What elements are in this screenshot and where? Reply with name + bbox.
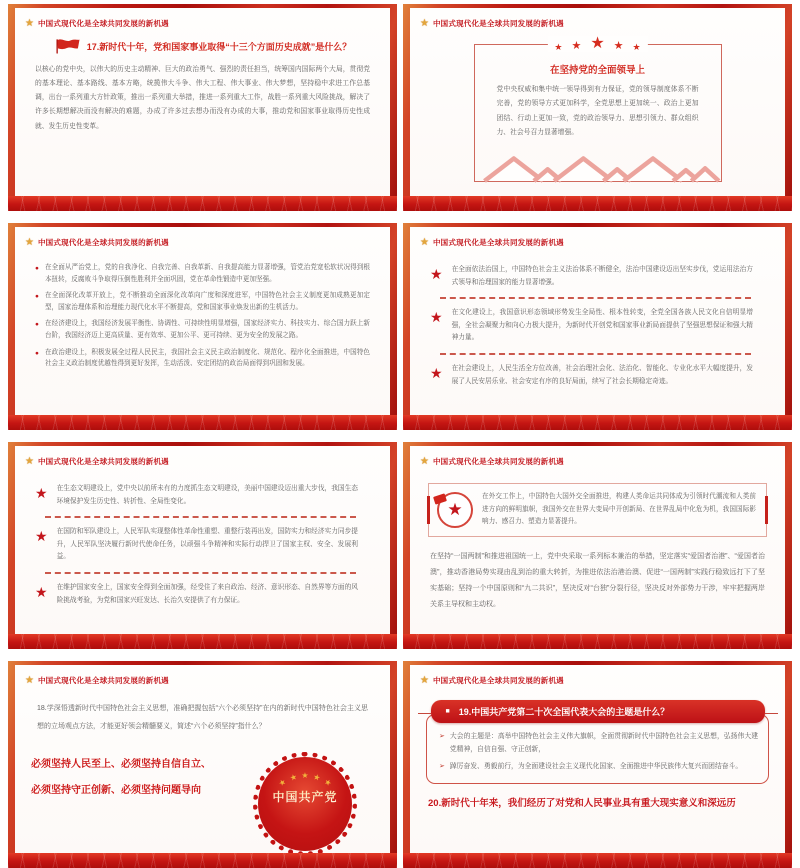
list-item-text: 在全面依法治国上，中国特色社会主义法治体系不断健全，法治中国建设迈出坚实步伐，党运用法治方式领导和治理国家的能力显著增强。 xyxy=(451,266,753,286)
list-item xyxy=(35,290,370,313)
list-item xyxy=(439,730,758,757)
slide-header-title: 中国式现代化是全球共同发展的新机遇 xyxy=(37,238,169,247)
list-item xyxy=(430,307,753,345)
arrow-bullet-icon: ➢ xyxy=(439,762,445,770)
mountains-decoration-icon xyxy=(479,154,717,181)
list-item xyxy=(35,526,358,564)
list-item-text: 在政治建设上，积极发展全过程人民民主，我国社会主义民主政治制度化、规范化、程序化全面推进，中国特色社会主义政治制度优越性得到更好发挥，生动活泼、安定团结的政治局面得到巩固和发展。 xyxy=(44,348,370,368)
slide-achievements-2-thumbnail[interactable] xyxy=(403,223,792,430)
content-box xyxy=(474,35,722,182)
content-box xyxy=(428,483,767,537)
star-icon: ★ xyxy=(25,236,34,248)
next-question-text: 20.新时代十年来，我们经历了对党和人民事业具有重大现实意义和深远历 xyxy=(428,797,736,809)
star-bullet-icon: ★ xyxy=(35,583,48,600)
slide-row-3 xyxy=(8,442,792,649)
slide-header-title: 中国式现代化是全球共同发展的新机遇 xyxy=(37,19,169,28)
star-icon: ★ xyxy=(420,455,429,467)
star-icon: ★ xyxy=(25,17,34,29)
star-icon: ★ xyxy=(420,236,429,248)
slide-row-1 xyxy=(8,4,792,211)
slide-content xyxy=(410,227,785,415)
arrow-bullet-icon: ➢ xyxy=(439,733,445,740)
slide-diplomacy-thumbnail[interactable] xyxy=(403,442,792,649)
dashed-divider xyxy=(440,353,751,355)
list-item-text: 在生态文明建设上，党中央以前所未有的力度抓生态文明建设，美丽中国建设迈出重大步伐，我国生态环境保护发生历史性、转折性、全局性变化。 xyxy=(56,485,358,505)
slide-19-thumbnail[interactable] xyxy=(403,661,792,868)
star-icon: ★ xyxy=(447,500,463,520)
slide-header xyxy=(410,665,785,686)
star-icon: ★ xyxy=(311,772,321,783)
list-item xyxy=(430,363,753,388)
star-icon: ★ xyxy=(322,776,334,789)
star-icon: ★ xyxy=(25,455,34,467)
slide-header xyxy=(15,665,390,686)
list-item xyxy=(430,264,753,289)
slide-content xyxy=(410,8,785,196)
slide-content xyxy=(15,227,390,415)
square-bullet-icon: ■ xyxy=(445,708,450,715)
star-icon: ★ xyxy=(632,42,641,52)
dot-bullet-icon: ● xyxy=(35,321,39,329)
dashed-divider xyxy=(45,572,356,574)
slide-header xyxy=(410,8,785,29)
answer-line: 必须坚持守正创新、必须坚持问题导向 xyxy=(31,784,201,796)
star-icon: ★ xyxy=(590,35,605,52)
box-title: 在坚持党的全面领导上 xyxy=(549,65,645,76)
star-bullet-icon: ★ xyxy=(430,266,443,282)
slide-content xyxy=(410,665,785,853)
slide-header-title: 中国式现代化是全球共同发展的新机遇 xyxy=(432,238,564,247)
slide-header-title: 中国式现代化是全球共同发展的新机遇 xyxy=(37,457,169,466)
slide-content xyxy=(15,446,390,634)
slide-17-thumbnail[interactable] xyxy=(8,4,397,211)
section-title: 19.中国共产党第二十次全国代表大会的主题是什么？ xyxy=(458,707,670,717)
star-icon: ★ xyxy=(613,40,624,52)
slide-achievements-1-thumbnail[interactable] xyxy=(8,223,397,430)
list-item-text: 踔厉奋发、勇毅前行，为全面建设社会主义现代化国家、全面推进中华民族伟大复兴而团结奋斗。 xyxy=(449,762,743,770)
badge-stars-decoration xyxy=(276,771,334,789)
slide-row-2 xyxy=(8,223,792,430)
slide-achievements-3-thumbnail[interactable] xyxy=(8,442,397,649)
star-item-list xyxy=(410,264,785,388)
bullet-list xyxy=(35,262,370,370)
list-item-text: 在文化建设上，我国意识形态领域形势发生全局性、根本性转变，全党全国各族人民文化自信明显增强，全社会凝聚力和向心力极大提升，为新时代开创党和国家事业新局面提供了坚强思想保证和强大精神力量。 xyxy=(451,309,753,342)
star-bullet-icon: ★ xyxy=(430,364,443,381)
list-item-text: 在维护国家安全上，国家安全得到全面加强，经受住了来自政治、经济、意识形态、自然界等方面的风险挑战考验，为党和国家兴旺发达、长治久安提供了有力保证。 xyxy=(56,583,358,604)
party-emblem-icon xyxy=(437,492,473,528)
list-item xyxy=(35,318,370,341)
content-box xyxy=(426,714,769,784)
star-item-list xyxy=(15,483,390,607)
slide-content xyxy=(15,665,390,853)
list-item-text: 大会的主题是：高举中国特色社会主义伟大旗帜，全面贯彻新时代中国特色社会主义思想，弘扬伟大建党精神，自信自强、守正创新， xyxy=(449,733,758,754)
list-item-text: 在经济建设上，我国经济发展平衡性、协调性、可持续性明显增强，国家经济实力、科技实力、综合国力跃上新台阶，我国经济迈上更高质量、更有效率、更加公平、更可持续、更为安全的发展之路。 xyxy=(44,320,370,339)
list-item xyxy=(35,483,358,508)
dot-bullet-icon: ● xyxy=(35,293,39,301)
slide-leadership-thumbnail[interactable] xyxy=(403,4,792,211)
slide-body-text: 在坚持“一国两制”和推进祖国统一上，党中央采取一系列标本兼治的举措，坚定落实“爱国者治港”、“爱国者治澳”，推动香港局势实现由乱到治的重大转折，为推进依法治港治澳、促进“一国两制”实践行稳致远打下了坚实基础；坚持一个中国原则和“九二共识”，坚决反对“台独”分裂行径，坚决反对外部势力干涉，牢牢把握两岸关系主导权和主动权。 xyxy=(430,552,765,609)
slide-18-thumbnail[interactable] xyxy=(8,661,397,868)
list-item xyxy=(35,582,358,607)
star-icon: ★ xyxy=(276,776,288,789)
answer-red-text xyxy=(31,752,267,803)
star-bullet-icon: ★ xyxy=(430,309,443,326)
slide-body-text: 以核心的党中央，以伟大的历史主动精神、巨大的政治勇气、强烈的责任担当，统筹国内国际两个大局，贯彻党的基本理论、基本路线、基本方略，统揽伟大斗争、伟大工程、伟大事业、伟大梦想，坚持稳中求进工作总基调，出台一系列重大方针政策，推出一系列重大举措，推进一系列重大工作，战胜一系列重大风险挑战，解决了许多长期想解决而没有解决的难题，办成了许多过去想办而没有办成的大事，推动党和国家事业取得历史性成就、发生历史性变革。 xyxy=(35,66,370,130)
slide-header xyxy=(410,227,785,248)
slide-header-title: 中国式现代化是全球共同发展的新机遇 xyxy=(432,457,564,466)
star-bullet-icon: ★ xyxy=(35,528,48,545)
list-item-text: 在国防和军队建设上，人民军队实现整体性革命性重塑、重整行装再出发，国防实力和经济实力同步提升，人民军队坚决履行新时代使命任务，以顽强斗争精神和实际行动捍卫了国家主权、安全、发展利益。 xyxy=(56,528,358,561)
list-item-text: 在社会建设上，人民生活全方位改善，社会治理社会化、法治化、智能化、专业化水平大幅度提升，发展了人民安居乐业、社会安定有序的良好局面，续写了社会长期稳定奇迹。 xyxy=(451,364,753,385)
slide-content xyxy=(15,8,390,196)
stars-decoration xyxy=(547,36,647,52)
dashed-divider xyxy=(440,297,751,299)
slide-title: 17.新时代十年，党和国家事业取得“十三个方面历史成就”是什么？ xyxy=(86,41,352,52)
star-icon: ★ xyxy=(25,674,34,686)
party-badge xyxy=(258,757,352,851)
dashed-divider xyxy=(45,516,356,518)
list-item-text: 在全面从严治党上，党的自我净化、自我完善、自我革新、自我提高能力显著增强，管党治党宽松软状况得到根本扭转，反腐败斗争取得压倒性胜利并全面巩固，党在革命性锻造中更加坚强。 xyxy=(44,264,370,283)
star-icon: ★ xyxy=(571,40,582,52)
slide-content xyxy=(410,446,785,634)
star-icon: ★ xyxy=(420,17,429,29)
box-body-text: 在外交工作上，中国特色大国外交全面推进，构建人类命运共同体成为引领时代潮流和人类前进方向的鲜明旗帜，我国外交在世界大变局中开创新局、在世界乱局中化危为机，我国国际影响力、感召力、塑造力显著提升。 xyxy=(482,493,756,526)
slide-header-title: 中国式现代化是全球共同发展的新机遇 xyxy=(37,676,169,685)
slide-header-title: 中国式现代化是全球共同发展的新机遇 xyxy=(432,19,564,28)
flag-icon xyxy=(54,38,81,54)
slide-title-row xyxy=(15,38,390,54)
star-icon: ★ xyxy=(420,674,429,686)
slide-header xyxy=(410,446,785,467)
dot-bullet-icon: ● xyxy=(35,265,39,272)
dot-bullet-icon: ● xyxy=(35,349,39,357)
star-icon: ★ xyxy=(288,772,299,783)
list-item-text: 在全面深化改革开放上，党不断推动全面深化改革向广度和深度进军，中国特色社会主义制度更加成熟更加定型，国家治理体系和治理能力现代化水平不断提高，党和国家事业焕发出新的生机活力。 xyxy=(44,292,370,311)
list-item xyxy=(35,347,370,370)
slide-header xyxy=(15,446,390,467)
question-text: 18.学深悟透新时代中国特色社会主义思想，准确把握包括“六个必须坚持”在内的新时代中国特色社会主义思想的立场观点方法，才能更好领会精髓要义，简述“六个必须坚持”指什么？ xyxy=(37,705,368,731)
slide-header-title: 中国式现代化是全球共同发展的新机遇 xyxy=(432,676,564,685)
star-icon: ★ xyxy=(301,771,309,780)
star-icon: ★ xyxy=(554,42,563,52)
section-title-bar xyxy=(431,700,765,723)
box-body-text: 党中央权威和集中统一领导得到有力保证，党的领导制度体系不断完善，党的领导方式更加科学，全党思想上更加统一、政治上更加团结、行动上更加一致，党的政治领导力、思想引领力、群众组织力、社会号召力显著增强。 xyxy=(496,86,699,136)
slide-header xyxy=(15,227,390,248)
list-item xyxy=(35,262,370,285)
slide-row-4 xyxy=(8,661,792,868)
slide-header xyxy=(15,8,390,29)
list-item xyxy=(439,760,758,773)
answer-line: 必须坚持人民至上、必须坚持自信自立、 xyxy=(31,759,211,771)
star-bullet-icon: ★ xyxy=(35,485,48,501)
badge-label: 中国共产党 xyxy=(272,790,338,804)
